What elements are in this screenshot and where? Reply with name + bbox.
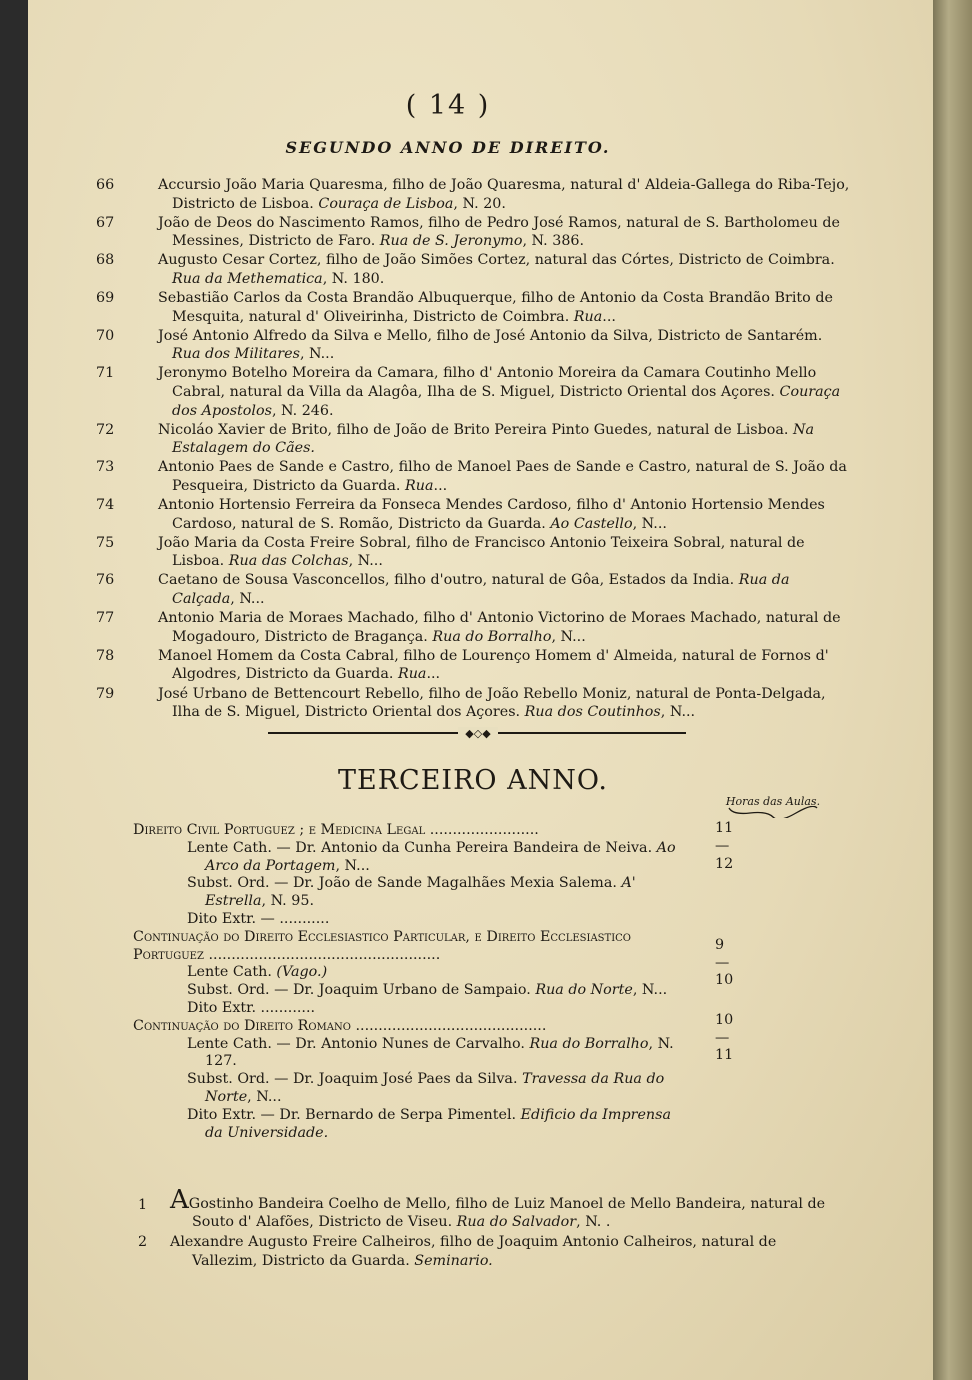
line-text: Subst. Ord. — Dr. Joaquim Urbano de Sampaio. <box>187 982 531 999</box>
line-text: Subst. Ord. — Dr. João de Sande Magalhães Mexia Salema. <box>187 875 617 892</box>
entry-number: 68 <box>96 252 115 269</box>
entry-tail: , N... <box>230 591 265 608</box>
line-address: A' Estrella <box>205 875 636 910</box>
list-item <box>138 1185 838 1231</box>
entry-number: 73 <box>96 459 115 476</box>
entry-address: Rua de S. Jeronymo <box>379 233 523 250</box>
list-item <box>92 458 852 495</box>
entry-address: Rua do Salvador <box>456 1214 577 1231</box>
entry-tail: , N... <box>660 704 696 721</box>
list-item <box>92 364 852 420</box>
entry-address: Seminario. <box>414 1252 493 1269</box>
list-item <box>92 214 852 251</box>
entry-text: Jeronymo Botelho Moreira da Camara, filho d' Antonio Moreira da Camara Coutinho Mello Cabral, natural da Villa da Alagôa, Ilha de S. Miguel, Districto Oriental dos Açores. <box>158 365 817 401</box>
entry-address: Rua <box>573 308 603 325</box>
list-item <box>92 251 852 288</box>
course-hour: 10 — 11 <box>715 1011 734 1064</box>
entry-tail: , N... <box>299 346 335 363</box>
course-line <box>133 964 693 982</box>
list-item <box>92 534 852 571</box>
entry-number: 79 <box>96 685 115 702</box>
entry-text: Augusto Cesar Cortez, filho de João Simões Cortez, natural das Córtes, Districto de Coimbra. <box>158 252 835 269</box>
course-block <box>133 1011 734 1143</box>
entry-number: 66 <box>96 177 115 193</box>
entry-text: João Maria da Costa Freire Sobral, filho de Francisco Antonio Teixeira Sobral, natural de Lisboa. <box>158 534 805 570</box>
entry-number: 67 <box>96 214 115 231</box>
section-title: SEGUNDO ANNO DE DIREITO. <box>285 138 611 157</box>
page-edge <box>933 0 972 1380</box>
entry-number: 72 <box>96 421 115 438</box>
third-year-list <box>138 1185 838 1272</box>
list-item <box>92 496 852 533</box>
entry-text: Sebastião Carlos da Costa Brandão Albuquerque, filho de Antonio da Costa Brandão Brito de Mesquita, natural d' Oliveirinha, Districto de Coimbra. <box>158 290 833 325</box>
course-line <box>133 840 693 876</box>
entry-address: Rua <box>405 478 434 494</box>
hours-header: Horas das Aulas. <box>725 795 821 808</box>
line-address: Rua do Borralho <box>529 1035 649 1052</box>
course-line <box>133 875 693 911</box>
page-number: ( 14 ) <box>405 90 491 121</box>
line-address: (Vago.) <box>276 964 328 981</box>
divider-ornament-icon: ◆◇◆ <box>458 727 498 740</box>
entry-address: Rua do Borralho <box>432 628 552 645</box>
entry-address: Rua da Methematica <box>172 270 323 287</box>
line-tail: , N... <box>632 982 668 999</box>
list-item <box>92 176 852 213</box>
entry-tail: ... <box>433 478 448 494</box>
entry-number: 77 <box>96 610 115 627</box>
list-item <box>92 647 852 684</box>
brace-icon <box>728 806 818 818</box>
list-item <box>92 609 852 646</box>
list-item <box>138 1233 838 1269</box>
entry-text: Nicoláo Xavier de Brito, filho de João de Brito Pereira Pinto Guedes, natural de Lisboa. <box>158 421 789 438</box>
entry-text: Caetano de Sousa Vasconcellos, filho d'outro, natural de Gôa, Estados da India. <box>158 572 735 589</box>
entry-tail: , N. 180. <box>322 270 385 287</box>
line-address: Travessa da Rua do Norte <box>205 1071 665 1105</box>
course-line <box>133 1107 693 1143</box>
line-address: Rua do Norte <box>535 982 633 999</box>
line-text: Dito Extr. — Dr. Bernardo de Serpa Pimentel. <box>187 1106 517 1123</box>
third-year-title: TERCEIRO ANNO. <box>337 765 608 796</box>
entry-number: 74 <box>96 497 115 514</box>
entry-text: Antonio Paes de Sande e Castro, filho de Manoel Paes de Sande e Castro, natural de S. João da Pesqueira, Districto da Guarda. <box>158 459 847 494</box>
line-text: Dito Extr. — ........... <box>187 910 330 927</box>
entry-address: Rua das Colchas <box>228 553 349 570</box>
entry-tail: , N. 246. <box>271 402 334 419</box>
line-address: Edificio da Imprensa da Universidade. <box>205 1106 671 1141</box>
line-text: Lente Cath. — Dr. Antonio da Cunha Pereira Bandeira de Neiva. <box>187 839 653 856</box>
entry-text: Antonio Hortensio Ferreira da Fonseca Mendes Cardoso, filho d' Antonio Hortensio Mendes Cardoso, natural de S. Romão, Districto da Guarda. <box>158 497 825 532</box>
entry-text: José Urbano de Bettencourt Rebello, filho de João Rebello Moniz, natural de Ponta-Delgada, Ilha de S. Miguel, Districto Oriental dos Açores. <box>158 685 826 721</box>
entry-number: 2 <box>138 1234 148 1251</box>
entry-address: Rua dos Coutinhos <box>524 704 661 721</box>
entry-address: Na Estalagem do Cães. <box>172 421 815 457</box>
list-item <box>92 571 852 608</box>
entry-address: Rua dos Militares <box>172 346 300 363</box>
line-address: Ao Arco da Portagem <box>205 839 676 874</box>
course-line <box>133 1036 693 1072</box>
course-hour: 9 — 10 <box>715 936 734 989</box>
entry-number: 69 <box>96 290 115 307</box>
course-line <box>133 911 693 929</box>
entry-text: Accursio João Maria Quaresma, filho de João Quaresma, natural d' Aldeia-Gallega do Riba-Tejo, Districto de Lisboa. <box>158 177 850 212</box>
book-page <box>28 0 933 1380</box>
entry-tail: ... <box>602 308 616 325</box>
entry-text: José Antonio Alfredo da Silva e Mello, filho de José Antonio da Silva, Districto de Santarém. <box>158 327 823 344</box>
course-line <box>133 1000 693 1018</box>
entry-text: Manoel Homem da Costa Cabral, filho de Lourenço Homem d' Almeida, natural de Fornos d' Algodres, Districto da Guarda. <box>158 647 829 683</box>
list-item <box>92 327 852 364</box>
list-item <box>92 421 852 458</box>
entry-tail: , N. . <box>576 1214 611 1231</box>
entry-number: 71 <box>96 365 115 382</box>
entry-number: 76 <box>96 572 115 589</box>
line-tail: , N. 95. <box>261 893 314 910</box>
entry-text: João de Deos do Nascimento Ramos, filho de Pedro José Ramos, natural de S. Bartholomeu de Messines, Districto de Faro. <box>158 214 840 250</box>
course-schedule <box>133 820 734 1142</box>
entry-number: 1 <box>138 1197 148 1213</box>
line-tail: , N... <box>247 1088 282 1105</box>
course-name: Continuação do Direito Romano .......................................... <box>133 1017 547 1034</box>
entry-tail: , N... <box>632 515 667 532</box>
course-line <box>133 1071 693 1107</box>
course-name: Continuação do Direito Ecclesiastico Particular, e Direito Ecclesiastico Portuguez ................................................... <box>133 928 631 963</box>
line-text: Lente Cath. — Dr. Antonio Nunes de Carvalho. <box>187 1035 525 1052</box>
drop-initial: A <box>170 1185 189 1215</box>
line-text: Dito Extr. ............ <box>187 999 316 1016</box>
course-line <box>133 982 693 1000</box>
entry-address: Ao Castello <box>550 515 633 532</box>
entry-address: Couraça dos Apostolos <box>172 384 841 419</box>
entry-tail: ... <box>426 666 441 683</box>
entry-number: 75 <box>96 534 115 551</box>
entry-text: Alexandre Augusto Freire Calheiros, filho de Joaquim Antonio Calheiros, natural de Vallezim, Districto da Guarda. <box>170 1234 777 1269</box>
entry-address: Rua da Calçada <box>172 572 790 608</box>
entry-tail: , N... <box>551 628 586 645</box>
entry-tail: , N... <box>348 553 383 570</box>
course-block <box>133 820 734 929</box>
line-tail: , N. 127. <box>205 1035 674 1070</box>
entry-tail: , N. 20. <box>453 195 506 212</box>
line-text: Subst. Ord. — Dr. Joaquim José Paes da Silva. <box>187 1071 518 1088</box>
entry-address: Rua <box>397 666 427 683</box>
entry-address: Couraça de Lisboa <box>318 195 454 212</box>
entry-text: Gostinho Bandeira Coelho de Mello, filho de Luiz Manoel de Mello Bandeira, natural de Souto d' Alafões, Districto de Viseu. <box>188 1196 826 1231</box>
entry-tail: , N. 386. <box>522 233 585 250</box>
list-item <box>92 685 852 722</box>
entry-text: Antonio Maria de Moraes Machado, filho d' Antonio Victorino de Moraes Machado, natural de Mogadouro, Districto de Bragança. <box>158 610 841 645</box>
course-block <box>133 928 734 1018</box>
line-tail: , N... <box>335 857 370 874</box>
entry-number: 70 <box>96 327 115 344</box>
line-text: Lente Cath. <box>187 964 272 981</box>
course-name: Direito Civil Portuguez ; e Medicina Legal ........................ <box>133 822 539 838</box>
second-year-list <box>92 176 852 722</box>
list-item <box>92 289 852 326</box>
ornamental-divider <box>268 727 686 740</box>
entry-number: 78 <box>96 647 115 664</box>
course-hour: 11 — 12 <box>715 820 734 872</box>
